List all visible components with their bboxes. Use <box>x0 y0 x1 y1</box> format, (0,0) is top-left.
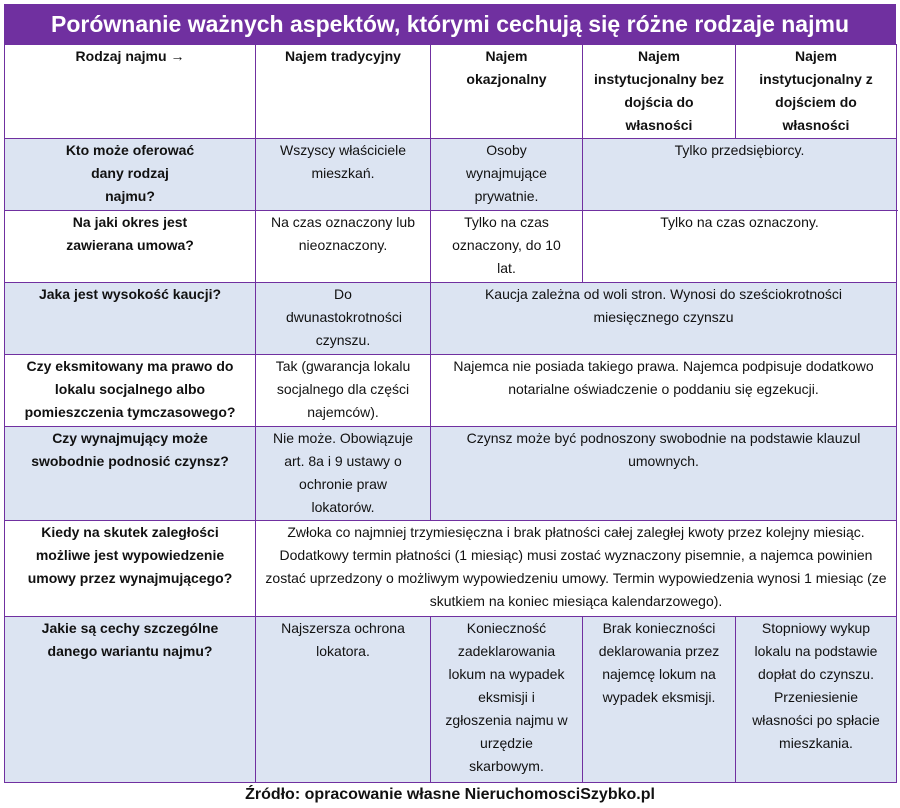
table-cell: Czynsz może być podnoszony swobodnie na podstawie klauzul umownych. <box>431 427 897 521</box>
table-header-row <box>5 45 897 139</box>
table-cell: Tylko na czas oznaczony. <box>583 211 897 283</box>
table-cell: Najszersza ochrona lokatora. <box>256 617 431 783</box>
header-cell: Najem instytucjonalny z dojściem do własności <box>736 45 897 139</box>
table-row <box>5 355 897 427</box>
table-cell: Konieczność zadeklarowania lokum na wypadek eksmisji i zgłoszenia najmu w urzędzie skarbowym. <box>431 617 583 783</box>
table-row <box>5 283 897 355</box>
table-cell: Stopniowy wykup lokalu na podstawie dopłat do czynszu. Przeniesienie własności po spłacie mieszkania. <box>736 617 897 783</box>
table-cell: Zwłoka co najmniej trzymiesięczna i brak płatności całej zaległej kwoty przez kolejny miesiąc. Dodatkowy termin płatności (1 miesiąc) musi zostać wyznaczony pisemnie, a najemca powinien zostać uprzedzony o możliwym wypowiedzeniu umowy. Termin wypowiedzenia wynosi 1 miesiąc (ze skutkiem na koniec miesiąca kalendarzowego). <box>256 521 897 617</box>
table-cell: Tylko na czas oznaczony, do 10 lat. <box>431 211 583 283</box>
question-cell: Kiedy na skutek zaległości możliwe jest wypowiedzenie umowy przez wynajmującego? <box>5 521 256 617</box>
table-row <box>5 521 897 617</box>
table-row <box>5 617 897 783</box>
table-row <box>5 211 897 283</box>
question-cell: Jaka jest wysokość kaucji? <box>5 283 256 355</box>
question-cell: Na jaki okres jest zawierana umowa? <box>5 211 256 283</box>
table-cell: Wszyscy właściciele mieszkań. <box>256 139 431 211</box>
table-cell: Tak (gwarancja lokalu socjalnego dla części najemców). <box>256 355 431 427</box>
table-cell: Na czas oznaczony lub nieoznaczony. <box>256 211 431 283</box>
comparison-table <box>4 44 897 783</box>
table-cell: Nie może. Obowiązuje art. 8a i 9 ustawy o ochronie praw lokatorów. <box>256 427 431 521</box>
header-cell: Najem okazjonalny <box>431 45 583 139</box>
table-cell: Do dwunastokrotności czynszu. <box>256 283 431 355</box>
header-cell: Rodzaj najmu → <box>5 45 256 139</box>
comparison-infographic <box>4 4 896 783</box>
source-footer: Źródło: opracowanie własne NieruchomosciSzybko.pl <box>245 786 655 803</box>
question-cell: Kto może oferować dany rodzaj najmu? <box>5 139 256 211</box>
table-row <box>5 427 897 521</box>
table-cell: Osoby wynajmujące prywatnie. <box>431 139 583 211</box>
page-title: Porównanie ważnych aspektów, którymi cechują się różne rodzaje najmu <box>4 4 896 44</box>
header-cell: Najem instytucjonalny bez dojścia do własności <box>583 45 736 139</box>
table-cell: Brak konieczności deklarowania przez najemcę lokum na wypadek eksmisji. <box>583 617 736 783</box>
table-cell: Kaucja zależna od woli stron. Wynosi do sześciokrotności miesięcznego czynszu <box>431 283 897 355</box>
question-cell: Czy eksmitowany ma prawo do lokalu socjalnego albo pomieszczenia tymczasowego? <box>5 355 256 427</box>
table-cell: Najemca nie posiada takiego prawa. Najemca podpisuje dodatkowo notarialne oświadczenie o poddaniu się egzekucji. <box>431 355 897 427</box>
question-cell: Czy wynajmujący może swobodnie podnosić czynsz? <box>5 427 256 521</box>
table-cell: Tylko przedsiębiorcy. <box>583 139 897 211</box>
table-row <box>5 139 897 211</box>
header-cell: Najem tradycyjny <box>256 45 431 139</box>
question-cell: Jakie są cechy szczególne danego wariantu najmu? <box>5 617 256 783</box>
